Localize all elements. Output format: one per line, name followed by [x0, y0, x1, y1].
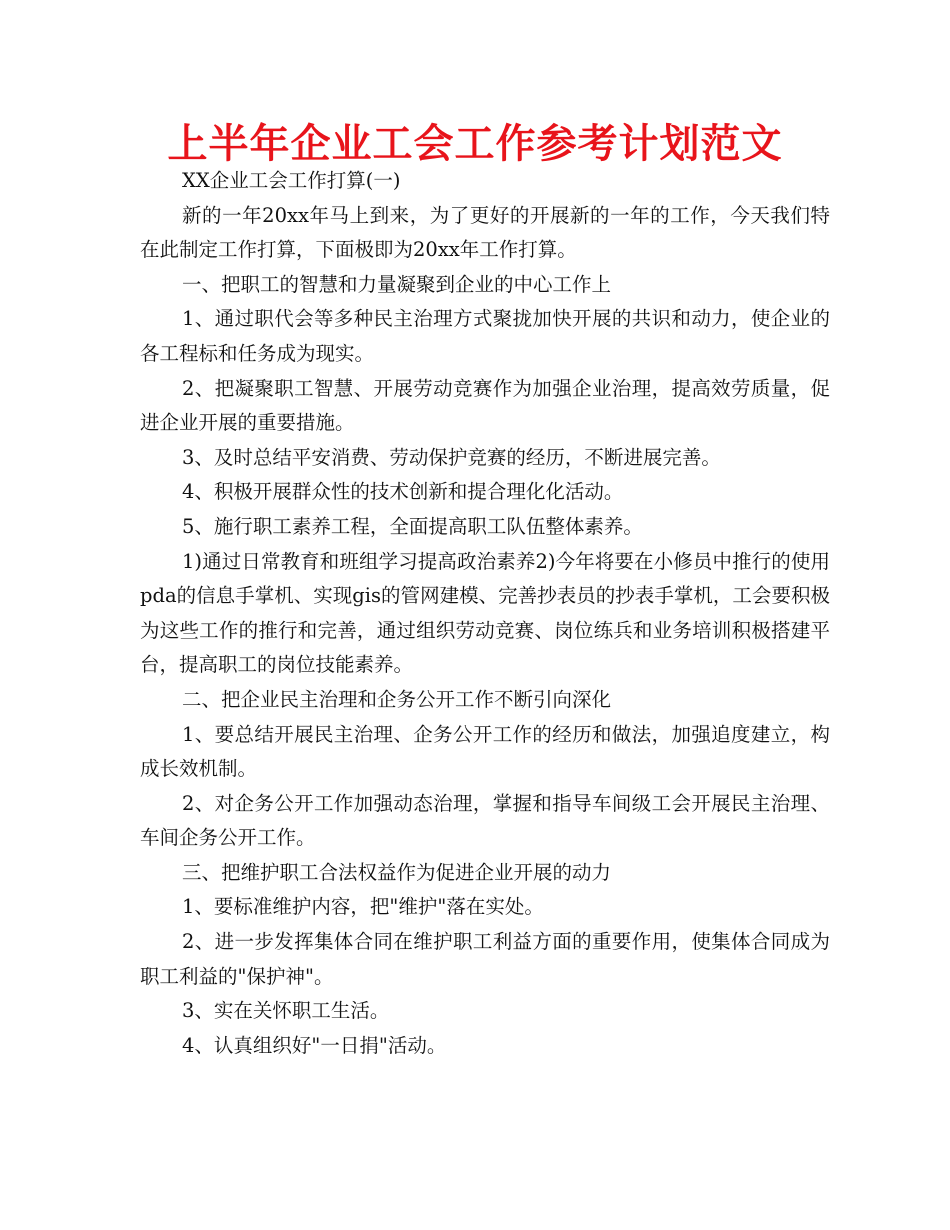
paragraph-5: 3、及时总结平安消费、劳动保护竞赛的经历，不断进展完善。	[182, 445, 721, 469]
paragraph-6: 4、积极开展群众性的技术创新和提合理化化活动。	[182, 480, 624, 504]
document-title: 上半年企业工会工作参考计划范文	[167, 121, 783, 167]
paragraph-1: XX企业工会工作打算(一)	[182, 169, 401, 192]
paragraph-12: 2、进一步发挥集体合同在维护职工利益方面的重要作用，使集体合同成为职工利益的"保护神"。	[140, 930, 830, 988]
section-heading-1: 一、把职工的智慧和力量凝聚到企业的中心工作上	[182, 272, 612, 296]
paragraph-3: 1、通过职代会等多种民主治理方式聚拢加快开展的共识和动力，使企业的各工程标和任务成为现实。	[140, 307, 830, 365]
paragraph-14: 4、认真组织好"一日捐"活动。	[182, 1033, 447, 1057]
paragraph-8: 1)通过日常教育和班组学习提高政治素养2)今年将要在小修员中推行的使用pda的信息手掌机、实现gis的管网建模、完善抄表员的抄表手掌机，工会要积极为这些工作的推行和完善，通过组织劳动竞赛、岗位练兵和业务培训积极搭建平台，提高职工的岗位技能素养。	[140, 549, 830, 677]
paragraph-13: 3、实在关怀职工生活。	[182, 999, 390, 1023]
paragraph-2: 新的一年20xx年马上到来，为了更好的开展新的一年的工作，今天我们特在此制定工作打算，下面极即为20xx年工作打算。	[140, 203, 830, 262]
document-body	[140, 164, 830, 1063]
paragraph-10: 2、对企务公开工作加强动态治理，掌握和指导车间级工会开展民主治理、车间企务公开工作。	[140, 791, 830, 850]
section-heading-3: 三、把维护职工合法权益作为促进企业开展的动力	[182, 860, 612, 884]
paragraph-7: 5、施行职工素养工程，全面提高职工队伍整体素养。	[182, 514, 643, 538]
paragraph-9: 1、要总结开展民主治理、企务公开工作的经历和做法，加强追度建立，构成长效机制。	[140, 722, 830, 781]
paragraph-11: 1、要标准维护内容，把"维护"落在实处。	[182, 895, 544, 919]
paragraph-4: 2、把凝聚职工智慧、开展劳动竞赛作为加强企业治理，提高效劳质量，促进企业开展的重要措施。	[140, 376, 830, 435]
section-heading-2: 二、把企业民主治理和企务公开工作不断引向深化	[182, 687, 612, 711]
